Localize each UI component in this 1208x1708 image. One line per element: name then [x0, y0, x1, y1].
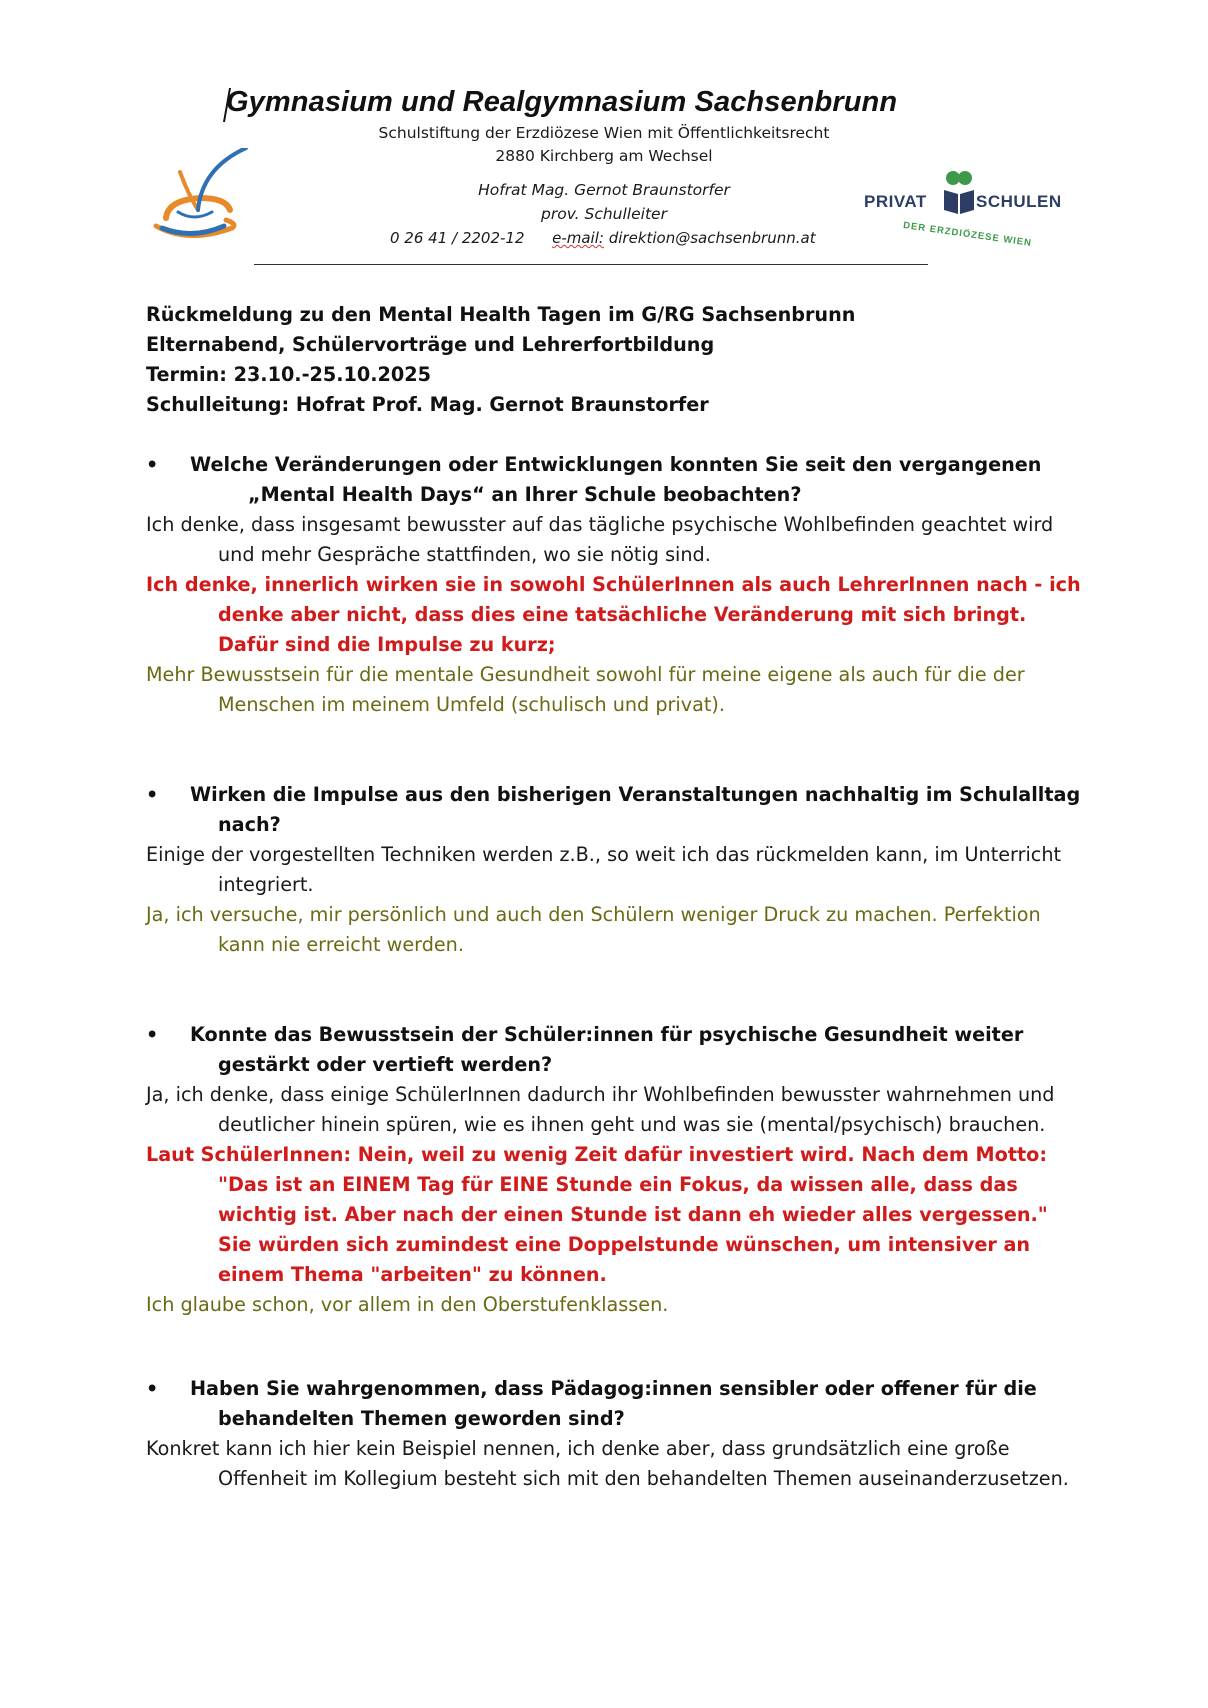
- school-name: Gymnasium und Realgymnasium Sachsenbrunn: [226, 86, 898, 118]
- question-1: [146, 450, 1086, 510]
- question-3: [146, 1020, 1086, 1080]
- doc-subtitle: Elternabend, Schülervorträge und Lehrerfortbildung: [146, 333, 715, 356]
- document-body: [146, 300, 1086, 1494]
- question-text-cont: „Mental Health Days“ an Ihrer Schule beobachten?: [248, 483, 802, 506]
- answer-4a: Konkret kann ich hier kein Beispiel nennen, ich denke aber, dass grundsätzlich eine große Offenheit im Kollegium besteht sich mit den behandelten Themen auseinanderzusetzen.: [146, 1437, 1069, 1490]
- question-text: Wirken die Impulse aus den bisherigen Veranstaltungen nachhaltig im Schulalltag nach?: [190, 783, 1081, 836]
- answer-2a: Einige der vorgestellten Techniken werden z.B., so weit ich das rückmelden kann, im Unterricht integriert.: [146, 843, 1062, 896]
- email-address[interactable]: direktion@sachsenbrunn.at: [608, 229, 816, 247]
- logo-word-schulen: SCHULEN: [976, 192, 1062, 211]
- privatschulen-logo: [864, 170, 1064, 256]
- principal-name: Hofrat Mag. Gernot Braunstorfer: [478, 181, 730, 199]
- principal-role: prov. Schulleiter: [541, 205, 667, 223]
- doc-school-lead: Schulleitung: Hofrat Prof. Mag. Gernot Braunstorfer: [146, 393, 709, 416]
- logo-subtitle: DER ERZDIÖZESE WIEN: [902, 220, 1033, 249]
- answer-3b: Laut SchülerInnen: Nein, weil zu wenig Zeit dafür investiert wird. Nach dem Motto: "Das ist an EINEM Tag für EINE Stunde ein Fokus, da wissen alle, dass das wichtig ist. Aber nach der einen Stunde ist dann eh wieder alles vergessen." Sie würden sich zumindest eine Doppelstunde wünschen, um intensiver an einem Thema "arbeiten" zu können.: [146, 1143, 1048, 1286]
- answer-1c: Mehr Bewusstsein für die mentale Gesundheit sowohl für meine eigene als auch für die der Menschen im meinem Umfeld (schulisch und privat).: [146, 663, 1025, 716]
- doc-date: Termin: 23.10.-25.10.2025: [146, 363, 431, 386]
- answer-3c: Ich glaube schon, vor allem in den Oberstufenklassen.: [146, 1293, 669, 1316]
- bullet: •: [146, 783, 159, 806]
- privatschulen-logo-icon: [864, 170, 1064, 256]
- address-line: 2880 Kirchberg am Wechsel: [495, 147, 713, 165]
- doc-title: Rückmeldung zu den Mental Health Tagen im G/RG Sachsenbrunn: [146, 303, 856, 326]
- email-label: e-mail:: [552, 229, 604, 247]
- answer-1b: Ich denke, innerlich wirken sie in sowohl SchülerInnen als auch LehrerInnen nach - ich denke aber nicht, dass dies eine tatsächliche Veränderung mit sich bringt. Dafür sind die Impulse zu kurz;: [146, 573, 1081, 656]
- question-text: Konnte das Bewusstsein der Schüler:innen für psychische Gesundheit weiter gestärkt oder vertieft werden?: [190, 1023, 1024, 1076]
- answer-2b: Ja, ich versuche, mir persönlich und auch den Schülern weniger Druck zu machen. Perfektion kann nie erreicht werden.: [146, 903, 1041, 956]
- answer-1a: Ich denke, dass insgesamt bewusster auf das tägliche psychische Wohlbefinden geachtet wird und mehr Gespräche stattfinden, wo sie nötig sind.: [146, 513, 1054, 566]
- bullet: •: [146, 1377, 159, 1400]
- letterhead: [0, 0, 1208, 270]
- question-text: Haben Sie wahrgenommen, dass Pädagog:innen sensibler oder offener für die behandelten Themen geworden sind?: [190, 1377, 1037, 1430]
- contact-line: [390, 229, 816, 247]
- question-4: [146, 1374, 1086, 1434]
- logo-word-privat: PRIVAT: [864, 192, 927, 211]
- foundation-line: Schulstiftung der Erzdiözese Wien mit Öffentlichkeitsrecht: [378, 124, 830, 142]
- answer-3a: Ja, ich denke, dass einige SchülerInnen dadurch ihr Wohlbefinden bewusster wahrnehmen und deutlicher hinein spüren, wie es ihnen geht und was sie (mental/psychisch) brauchen.: [146, 1083, 1055, 1136]
- bullet: •: [146, 1023, 159, 1046]
- question-2: [146, 780, 1086, 840]
- header-divider: [254, 264, 928, 265]
- question-text: Welche Veränderungen oder Entwicklungen konnten Sie seit den vergangenen: [190, 453, 1042, 476]
- phone-number: 0 26 41 / 2202-12: [390, 229, 525, 247]
- bullet: •: [146, 453, 159, 476]
